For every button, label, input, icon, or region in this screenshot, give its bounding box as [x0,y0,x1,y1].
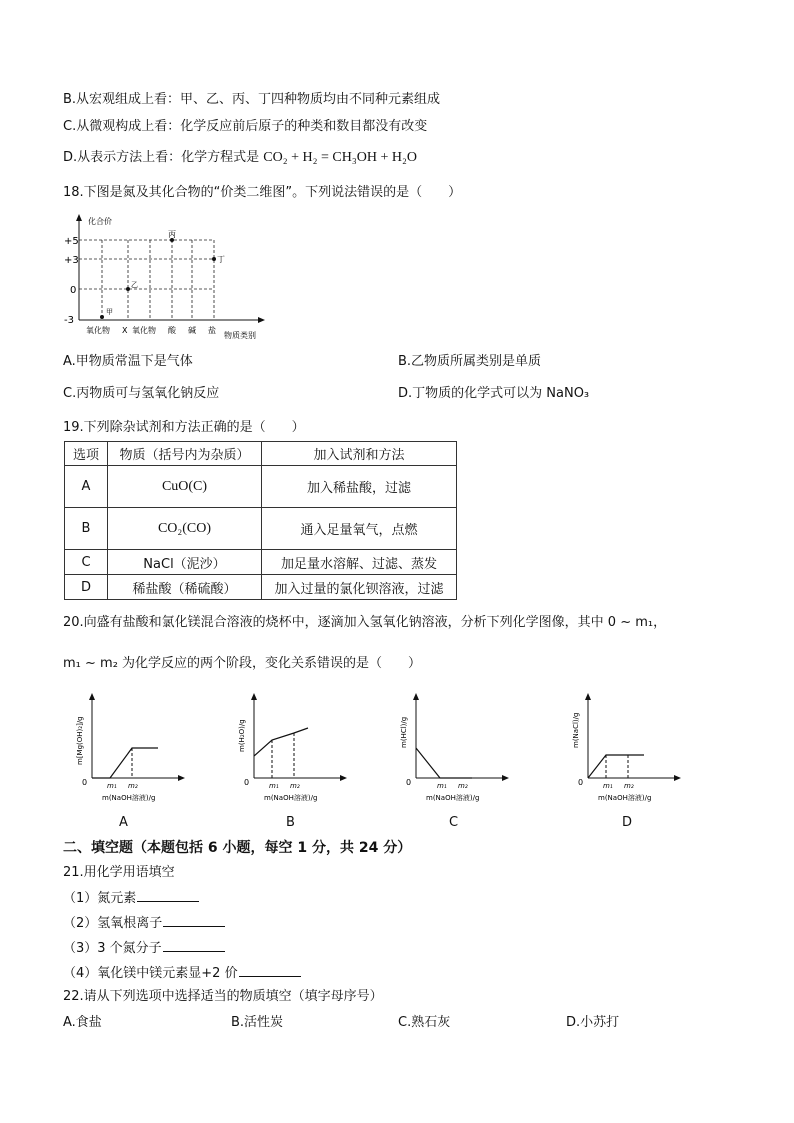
point-label: 丁 [217,255,225,264]
x-category: X [122,326,128,335]
q21-item [63,964,301,983]
q20-graph-a-label: A [119,815,128,830]
x-axis-label: m(NaOH溶液)/g [264,794,318,802]
q18-option-a: A.甲物质常温下是气体 [63,354,193,369]
graph-d-curve [588,755,644,778]
x-axis-label: 物质类别 [224,331,256,340]
table-cell: 加入过量的氯化钡溶液，过滤 [262,575,457,600]
table-cell: D [65,575,108,600]
table-header: 选项 [65,442,108,466]
q20-graph-b-label: B [286,815,295,830]
point-label: 乙 [131,281,138,289]
m1-label: m₁ [603,782,613,790]
origin-label: 0 [406,778,412,787]
x-category: 酸 [168,326,176,335]
x-axis-label: m(NaOH溶液)/g [426,794,480,802]
x-axis-label: m(NaOH溶液)/g [598,794,652,802]
table-row [65,550,457,575]
y-axis-label: m(HCl)/g [400,716,408,748]
x-category: 碱 [188,326,196,335]
q18-option-c: C.丙物质可与氢氧化钠反应 [63,386,220,401]
m2-label: m₂ [290,782,300,790]
m2-label: m₂ [128,782,138,790]
answer-blank[interactable] [163,939,225,952]
x-category: 氧化物 [132,326,156,335]
q17-equation: CO₂ + H₂ = CH₃OH + H₂O [263,150,417,165]
m1-label: m₁ [269,782,279,790]
q18-valence-class-chart [62,212,282,344]
table-cell: B [65,508,108,550]
origin-label: 0 [82,778,88,787]
m2-label: m₂ [458,782,468,790]
table-row [65,466,457,508]
x-category: 氧化物 [86,326,110,335]
q22-option: B.活性炭 [231,1015,284,1030]
q18-option-d: D.丁物质的化学式可以为 NaNO₃ [398,386,590,401]
q21-item-text: （2）氢氧根离子 [63,916,163,931]
q20-stem-line1: 20.向盛有盐酸和氯化镁混合溶液的烧杯中，逐滴加入氢氧化钠溶液，分析下列化学图像，其中 0 ~ m₁， [63,615,667,630]
q20-graph-d-label: D [622,815,633,830]
q21-item-text: （3）3 个氮分子 [63,941,162,956]
q18-option-b: B.乙物质所属类别是单质 [398,354,542,369]
table-cell: CO₂(CO) [108,508,262,550]
q21-item [63,889,199,908]
table-cell: 通入足量氧气，点燃 [262,508,457,550]
table-cell: C [65,550,108,575]
q22-stem: 22.请从下列选项中选择适当的物质填空（填字母序号） [63,989,383,1004]
point-label: 甲 [106,308,113,316]
q20-graph-d [566,690,686,805]
table-cell: 稀盐酸（稀硫酸） [108,575,262,600]
m2-label: m₂ [624,782,634,790]
y-axis-label: m(NaCl)/g [572,712,580,748]
table-cell: A [65,466,108,508]
q19-stem: 19.下列除杂试剂和方法正确的是（ ） [63,420,305,435]
q21-item [63,914,225,933]
graph-b-curve [254,728,308,756]
table-row [65,508,457,550]
table-cell: 加入稀盐酸，过滤 [262,466,457,508]
point-jia [100,315,104,319]
q17-option-d-text: D.从表示方法上看：化学方程式是 [63,150,260,165]
graph-c-curve [416,748,472,778]
q17-option-d [63,149,417,167]
q20-graph-b [232,690,352,805]
x-category: 盐 [208,326,216,335]
answer-blank[interactable] [137,889,199,902]
q20-graph-c [394,690,514,805]
m1-label: m₁ [437,782,447,790]
y-axis-label: m[Mg(OH)₂]/g [76,716,84,765]
q21-stem: 21.用化学用语填空 [63,865,175,880]
origin-label: 0 [244,778,250,787]
table-cell: 加足量水溶解、过滤、蒸发 [262,550,457,575]
point-ding [212,257,216,261]
y-tick: 0 [70,285,77,296]
y-axis-label: 化合价 [88,217,112,226]
q20-stem-line2: m₁ ~ m₂ 为化学反应的两个阶段，变化关系错误的是（ ） [63,656,422,671]
q17-option-b: B.从宏观组成上看：甲、乙、丙、丁四种物质均由不同种元素组成 [63,92,441,107]
q20-graph-c-label: C [449,815,459,830]
table-cell: NaCl（泥沙） [108,550,262,575]
table-header-row [65,442,457,466]
x-axis-label: m(NaOH溶液)/g [102,794,156,802]
q21-item [63,939,225,958]
origin-label: 0 [578,778,584,787]
q22-option: C.熟石灰 [398,1015,451,1030]
q19-table [64,441,457,600]
point-yi [126,287,130,291]
answer-blank[interactable] [163,914,225,927]
table-row [65,575,457,600]
m1-label: m₁ [107,782,117,790]
answer-blank[interactable] [239,964,301,977]
q17-option-c: C.从微观构成上看：化学反应前后原子的种类和数目都没有改变 [63,119,428,134]
q22-option: D.小苏打 [566,1015,620,1030]
table-header: 物质（括号内为杂质） [108,442,262,466]
q21-item-text: （1）氮元素 [63,891,137,906]
q21-item-text: （4）氧化镁中镁元素显+2 价 [63,966,238,981]
table-header: 加入试剂和方法 [262,442,457,466]
y-tick: -3 [64,315,74,326]
y-tick: +5 [64,236,79,247]
section-title: 二、填空题（本题包括 6 小题，每空 1 分，共 24 分） [63,840,412,856]
graph-a-curve [92,748,158,778]
table-cell: CuO(C) [108,466,262,508]
q22-option: A.食盐 [63,1015,102,1030]
q18-stem: 18.下图是氮及其化合物的“价类二维图”。下列说法错误的是（ ） [63,185,462,200]
point-label: 丙 [168,230,176,239]
q20-graph-a [70,690,190,805]
y-tick: +3 [64,255,79,266]
y-axis-label: m(H₂O)/g [238,719,246,752]
